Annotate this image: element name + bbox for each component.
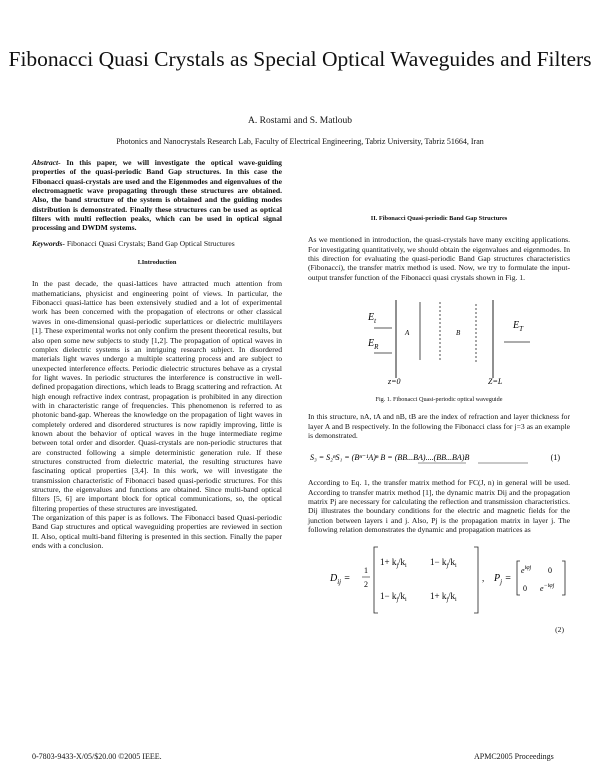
keywords-label: Keywords- <box>32 238 65 248</box>
equation-1-body: S₃ = S₂ⁿS₁ = (Bⁿ⁻¹A)ⁿ B = (BB...BA)....(BB...BA)B <box>310 453 470 463</box>
eq2-cell: $1- k_j/k_i$ <box>380 590 407 603</box>
eq2-half-num: 1 <box>364 565 368 575</box>
eq2-cell: $1+ k_j/k_i$ <box>430 590 457 603</box>
layer-a-label: A <box>405 329 410 338</box>
intro-paragraph-2: The organization of this paper is as follows. The Fibonacci based Quasi-periodic Band Gap structures and optical waveguiding properties are reviewed in section II. Also, optical multi-band filtering is presented in this section. Finally the paper ends with a conclusion. <box>32 513 282 551</box>
label-e-transmitted: $E_T$ <box>513 320 524 334</box>
eq2-cell: $1- k_j/k_i$ <box>430 556 457 569</box>
waveguide-diagram <box>308 290 570 390</box>
eq2-p-cell: $e^{-i\varphi j}$ <box>540 582 555 593</box>
equation-1 <box>308 446 570 474</box>
right-column <box>308 158 570 634</box>
eq2-bracket-right <box>474 547 478 613</box>
eq2-dij: $D_{ij}$ = <box>330 572 351 586</box>
section2-paragraph-1: As we mentioned in introduction, the quasi-crystals have many exciting applications. For investigating quantitatively, we should obtain the eigenvalues and eigenmodes. In this direction for evaluating the quasi-periodic Band Gap structures characteristics (Fibonacci), the transfer matrix method is used. Now, we try to formulate the input-output transfer function of the Fibonacci quasi crystals shown in Fig. 1. <box>308 235 570 282</box>
eq2-p-cell: $e^{i\varphi j}$ <box>521 564 532 575</box>
label-z0: z=0 <box>388 377 401 387</box>
left-column <box>32 158 282 550</box>
section-2-heading: II. Fibonacci Quasi-periodic Band Gap Structures <box>370 215 508 222</box>
eq2-cell: $1+ k_j/k_i$ <box>380 556 407 569</box>
keywords-text: Fibonacci Quasi Crystals; Band Gap Optical Structures <box>66 238 235 248</box>
equation-2-number: (2) <box>555 624 564 634</box>
abstract-text: In this paper, we will investigate the optical wave-guiding properties of the quasi-periodic Band Gap structures. In this case the Fibonacci quasi-crystals are used and the Eigenmodes and eigenvalues of the electromagnetic wave propagating through these structures are obtained. Also, the band structure of the system is obtained and the guiding modes distribution is demonstrated. Finally these structures can be used as optical filters with multi reflection peaks, which can be used in optical signal processing and DWDM systems. <box>32 158 282 233</box>
label-zl: Z=L <box>488 377 503 387</box>
equation-2 <box>308 539 570 621</box>
layer-b-label: B <box>456 329 461 338</box>
equation-1-render <box>308 446 570 474</box>
eq2-bracket-left <box>374 547 378 613</box>
paper-title: Fibonacci Quasi Crystals as Special Optical Waveguides and Filters <box>8 47 592 71</box>
eq2-p-bracket-right <box>562 561 565 595</box>
footer-right: APMC2005 Proceedings <box>474 752 554 761</box>
eq2-pj: $P_j$ = <box>494 572 512 586</box>
intro-paragraph-1: In the past decade, the quasi-lattices have attracted much attention from mathematicians, physicist and engineering point of views. In particular, the Fibonacci quasi-lattice has been extensively studied and a lot of experimental work has been concerned with the propagation of electrons or other classical waves in one-dimensional quasi-periodic superlattices or dielectric multilayers [1]. These experimental works not only confirm the present theoretical results, but also open some new subjects to study [1,2]. The propagation of optical waves in complex dielectric systems is an intriguing research subject. In disordered materials light waves undergo a multiple scattering process and are subject to unexpected interference effects. Periodic dielectric structures behave as a crystal for light waves. In periodic structures the interference is constructive in well-defined propagation directions, which leads to Bragg scattering and refraction. At high enough refractive index contrast, propagation is prohibited in any direction with in characteristic range of frequencies. This phenomenon is referred to as photonic band-gap. Whereas the knowledge on the propagation of light waves in completely ordered and disordered structures is now rapidly improving, little is known about the behavior of optical waves in the huge intermediate regime between total order and disorder. Quasi-crystals are non-periodic structures that are constructed following a simple deterministic generation rule. If these structures constructed from dielectric material, the resulting structures have fascinating optical properties [3,4]. In this work, we will investigate the transmission characteristic of Fibonacci based quasi-periodic structures. For this structure, the eigenvalues and functions are obtained. Since multi-band optical filters [5, 6] are important block for optical communications, so, the optical filtering properties of these structures are investigated. <box>32 279 282 513</box>
eq2-comma: , <box>482 572 485 583</box>
footer-left: 0-7803-9433-X/05/$20.00 ©2005 IEEE. <box>32 752 162 761</box>
figure-1 <box>308 290 570 392</box>
section2-paragraph-2: In this structure, nA, tA and nB, tB are the index of refraction and layer thickness for layer A and B respectively. In the following the Fibonacci class for j=3 as an example is demonstrated. <box>308 412 570 441</box>
label-e-incident: $E_t$ <box>368 312 377 326</box>
keywords <box>32 239 282 248</box>
eq2-half-den: 2 <box>364 579 368 589</box>
section-1-heading: I.Introduction <box>137 259 177 267</box>
equation-1-number: (1) <box>550 453 560 463</box>
eq2-p-cell: 0 <box>548 565 552 575</box>
abstract-label: Abstract- <box>32 158 61 167</box>
label-e-reflected: $E_R$ <box>368 338 379 352</box>
abstract <box>32 158 282 233</box>
eq2-p-cell: 0 <box>523 583 527 593</box>
figure-1-caption: Fig. 1. Fibonacci Quasi-periodic optical waveguide <box>375 396 503 404</box>
authors: A. Rostami and S. Matloub <box>248 116 352 126</box>
eq2-p-bracket-left <box>517 561 520 595</box>
affiliation: Photonics and Nanocrystals Research Lab, Faculty of Electrical Engineering, Tabriz University, Tabriz 51664, Iran <box>116 137 484 146</box>
section2-paragraph-3: According to Eq. 1, the transfer matrix method for FC(J, n) in general will be used. According to transfer matrix method [1], the dynamic matrix Dij and the propagation matrix Pj are necessary for calculating the reflection and transmission characteristics. Dij illustrates the boundary conditions for the electric and magnetic fields for the junction between layers i and j. Also, Pj is the propagation matrix in layer j. The following relation demonstrates the dynamic and propagation matrices as <box>308 478 570 535</box>
equation-2-render <box>308 539 570 621</box>
